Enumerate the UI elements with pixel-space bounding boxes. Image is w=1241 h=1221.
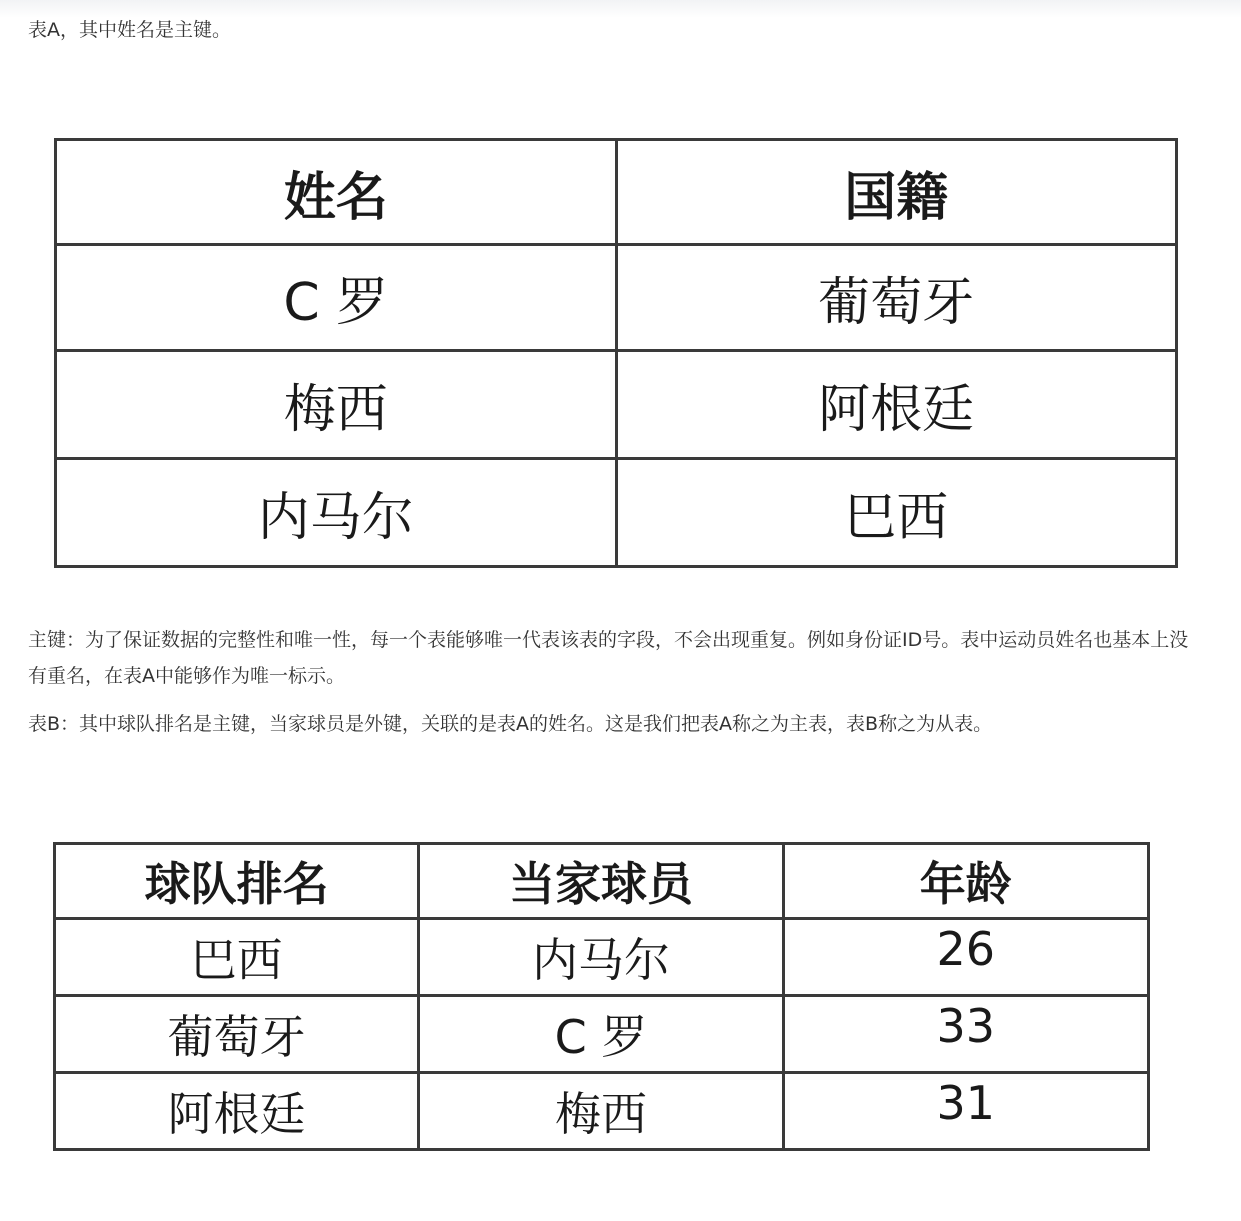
table-b-image [53,842,1150,1151]
table-cell: 31 [783,1073,1148,1150]
table-cell: 梅西 [56,351,617,459]
table-cell: 葡萄牙 [55,996,419,1073]
table-a-header-name: 姓名 [56,140,617,245]
table-cell: C 罗 [56,245,617,351]
table-row [55,1073,1149,1150]
table-cell: 巴西 [55,919,419,996]
table-b-intro: 表B：其中球队排名是主键，当家球员是外键，关联的是表A的姓名。这是我们把表A称之为主表，表B称之为从表。 [28,713,993,735]
table-cell: 26 [783,919,1148,996]
table-b-header-rank: 球队排名 [55,844,419,919]
table-a-intro: 表A，其中姓名是主键。 [28,19,231,41]
table-cell: 内马尔 [419,919,783,996]
table-cell: 内马尔 [56,459,617,567]
table-b-header-star-player: 当家球员 [419,844,783,919]
table-row [56,351,1177,459]
table-row [56,140,1177,245]
table-row [56,459,1177,567]
table-row [55,844,1149,919]
table-cell: 梅西 [419,1073,783,1150]
table-cell: 巴西 [616,459,1177,567]
table-cell: 阿根廷 [55,1073,419,1150]
table-a-header-nationality: 国籍 [616,140,1177,245]
table-cell: 33 [783,996,1148,1073]
primary-key-explanation: 主键：为了保证数据的完整性和唯一性，每一个表能够唯一代表该表的字段，不会出现重复。例如身份证ID号。表中运动员姓名也基本上没有重名，在表A中能够作为唯一标示。 [28,629,1189,687]
table-cell: C 罗 [419,996,783,1073]
table-row [55,996,1149,1073]
table-cell: 阿根廷 [616,351,1177,459]
table-row [55,919,1149,996]
table-a-image [54,138,1178,568]
table-row [56,245,1177,351]
table-b-header-age: 年龄 [783,844,1148,919]
table-cell: 葡萄牙 [616,245,1177,351]
